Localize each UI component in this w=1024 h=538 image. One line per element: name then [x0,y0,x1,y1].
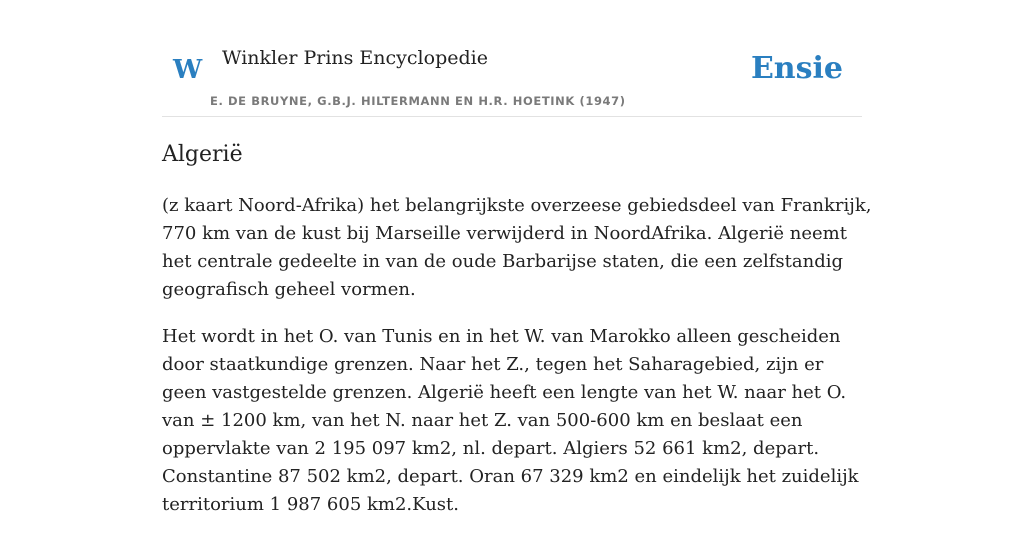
header [162,0,862,117]
entry-content [162,192,872,538]
entry-title: Algerië [162,142,243,167]
winkler-prins-logo[interactable]: W [173,55,203,85]
ensie-logo[interactable]: Ensie [750,51,843,86]
book-authors: E. DE BRUYNE, G.B.J. HILTERMANN EN H.R. HOETINK (1947) [210,94,626,108]
book-title[interactable]: Winkler Prins Encyclopedie [222,47,488,69]
entry-paragraph: Het wordt in het O. van Tunis en in het W. van Marokko alleen gescheiden door staatkundige grenzen. Naar het Z., tegen het Saharagebied, zijn er geen vastgestelde grenzen. Algerië heeft een lengte van het W. naar het O. van ± 1200 km, van het N. naar het Z. van 500-600 km en beslaat een oppervlakte van 2 195 097 km2, nl. depart. Algiers 52 661 km2, depart. Constantine 87 502 km2, depart. Oran 67 329 km2 en eindelijk het zuidelijk territorium 1 987 605 km2.Kust. [162,326,859,515]
entry-paragraph: (z kaart Noord-Afrika) het belangrijkste overzeese gebiedsdeel van Frankrijk, 770 km van de kust bij Marseille verwijderd in NoordAfrika. Algerië neemt het centrale gedeelte in van de oude Barbarijse staten, die een zelfstandig geografisch geheel vormen. [162,195,872,300]
